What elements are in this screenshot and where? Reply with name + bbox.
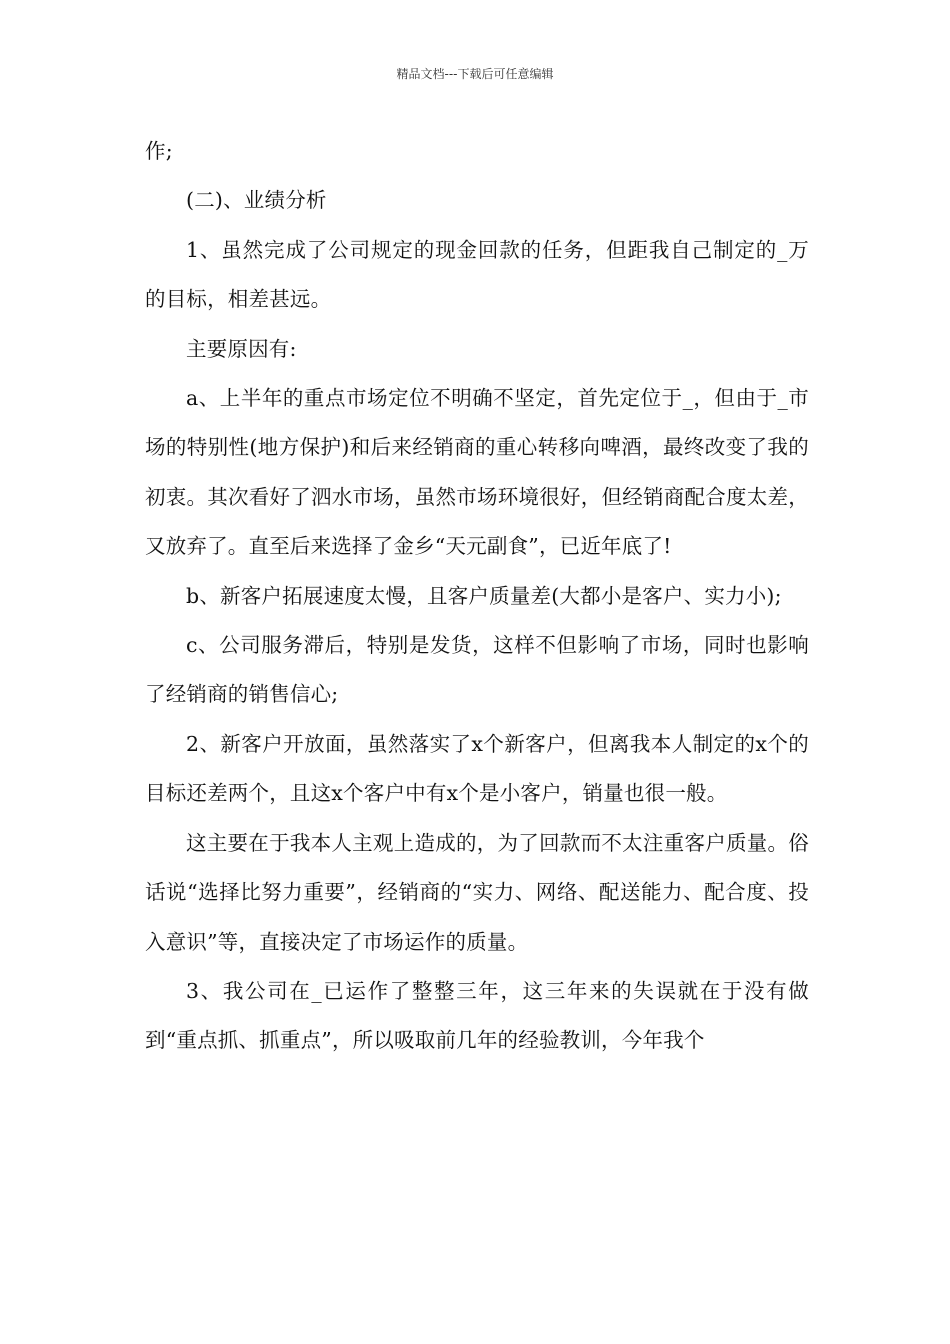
paragraph: c、公司服务滞后，特别是发货，这样不但影响了市场，同时也影响了经销商的销售信心;	[145, 633, 809, 707]
paragraph: a、上半年的重点市场定位不明确不坚定，首先定位于_，但由于_市场的特别性(地方保护)和后来经销商的重心转移向啤酒，最终改变了我的初衷。其次看好了泗水市场，虽然市场环境很好，但经销商配合度太差，又放弃了。直至后来选择了金乡“天元副食”，已近年底了!	[145, 386, 809, 559]
section-heading: (二)、业绩分析	[186, 188, 327, 213]
paragraph-continuation: 作;	[145, 139, 173, 163]
paragraph: b、新客户拓展速度太慢，且客户质量差(大都小是客户、实力小);	[186, 583, 782, 608]
paragraph: 2、新客户开放面，虽然落实了x个新客户，但离我本人制定的x个的目标还差两个，且这x个客户中有x个是小客户，销量也很一般。	[145, 731, 809, 806]
document-body	[145, 127, 809, 1066]
paragraph: 主要原因有:	[186, 336, 297, 361]
page-header: 精品文档---下载后可任意编辑	[396, 67, 554, 81]
paragraph: 3、我公司在_已运作了整整三年，这三年来的失误就在于没有做到“重点抓、抓重点”，所以吸取前几年的经验教训，今年我个	[145, 978, 809, 1053]
paragraph: 这主要在于我本人主观上造成的，为了回款而不太注重客户质量。俗话说“选择比努力重要”，经销商的“实力、网络、配送能力、配合度、投入意识”等，直接决定了市场运作的质量。	[145, 830, 809, 954]
paragraph: 1、虽然完成了公司规定的现金回款的任务，但距我自己制定的_万的目标，相差甚远。	[145, 237, 809, 312]
